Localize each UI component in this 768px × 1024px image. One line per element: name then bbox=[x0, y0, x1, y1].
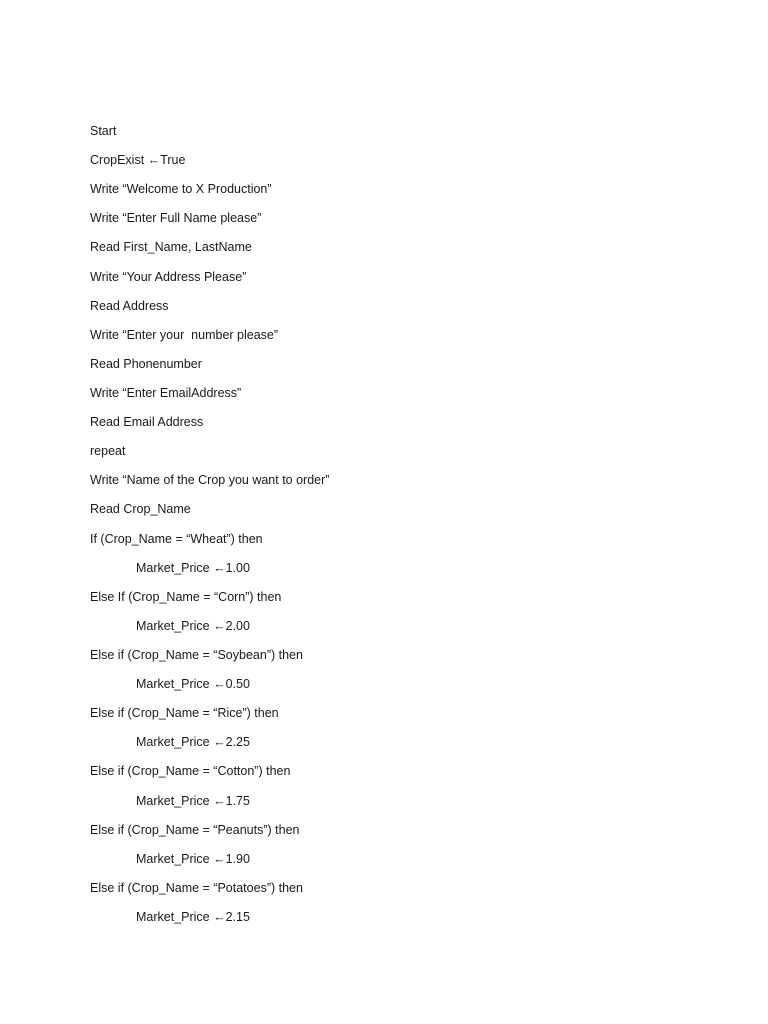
pseudocode-line: Market_Price ←1.90 bbox=[136, 851, 250, 866]
pseudocode-line: Market_Price ←2.00 bbox=[136, 618, 250, 633]
pseudocode-line: Read First_Name, LastName bbox=[90, 240, 252, 255]
pseudocode-line: CropExist ←True bbox=[90, 153, 186, 168]
pseudocode-line: Else if (Crop_Name = “Soybean”) then bbox=[90, 647, 303, 662]
pseudocode-line: Else If (Crop_Name = “Corn”) then bbox=[90, 589, 282, 604]
pseudocode-body bbox=[90, 121, 690, 936]
pseudocode-line: Write “Enter EmailAddress” bbox=[90, 385, 242, 400]
pseudocode-line: Read Email Address bbox=[90, 415, 204, 430]
pseudocode-line: Else if (Crop_Name = “Cotton”) then bbox=[90, 764, 291, 779]
pseudocode-line: Read Phonenumber bbox=[90, 356, 202, 371]
pseudocode-line: Market_Price ←1.75 bbox=[136, 793, 250, 808]
pseudocode-line: Write “Your Address Please” bbox=[90, 269, 247, 284]
pseudocode-line: Write “Enter Full Name please” bbox=[90, 211, 262, 226]
pseudocode-line: Else if (Crop_Name = “Potatoes”) then bbox=[90, 880, 303, 895]
pseudocode-line: Else if (Crop_Name = “Peanuts”) then bbox=[90, 822, 300, 837]
pseudocode-line: If (Crop_Name = “Wheat”) then bbox=[90, 531, 263, 546]
pseudocode-line: Market_Price ←2.25 bbox=[136, 735, 250, 750]
pseudocode-line: Write “Welcome to X Production” bbox=[90, 182, 272, 197]
pseudocode-line: Write “Enter your number please” bbox=[90, 327, 279, 342]
pseudocode-line: Read Address bbox=[90, 298, 169, 313]
pseudocode-line: repeat bbox=[90, 444, 126, 459]
pseudocode-line: Market_Price ←0.50 bbox=[136, 677, 250, 692]
pseudocode-line: Read Crop_Name bbox=[90, 502, 191, 517]
pseudocode-line: Write “Name of the Crop you want to order” bbox=[90, 473, 330, 488]
pseudocode-line: Else if (Crop_Name = “Rice”) then bbox=[90, 706, 279, 721]
pseudocode-line: Market_Price ←1.00 bbox=[136, 560, 250, 575]
pseudocode-line: Start bbox=[90, 124, 117, 138]
pseudocode-line: Market_Price ←2.15 bbox=[136, 909, 250, 924]
